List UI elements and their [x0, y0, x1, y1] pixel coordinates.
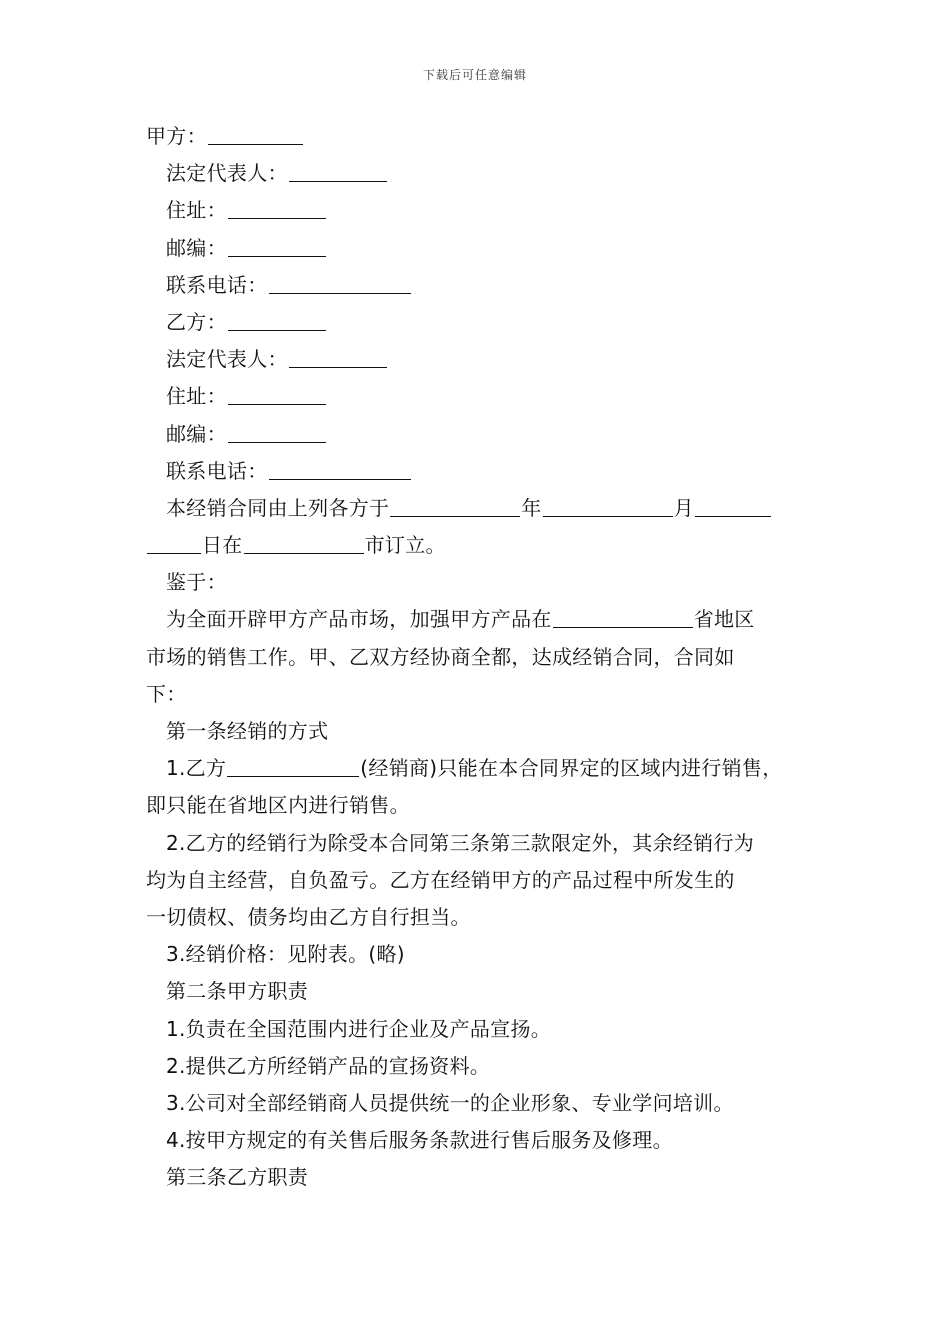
page-header: 下载后可任意编辑	[422, 68, 527, 82]
party-a-rep-line	[146, 155, 810, 192]
contract-body	[146, 118, 810, 1196]
article-2-item-2: 2.提供乙方所经销产品的宣扬资料。	[166, 1053, 491, 1078]
party-b-address-line	[146, 378, 810, 415]
party-b-blank[interactable]	[228, 310, 326, 331]
party-b-rep-blank[interactable]	[289, 347, 387, 368]
whereas-paragraph-line-1	[146, 601, 810, 638]
party-a-phone-label: 联系电话：	[166, 272, 268, 297]
party-b-postcode-blank[interactable]	[228, 422, 326, 443]
signing-line-1	[146, 490, 810, 527]
party-a-rep-label: 法定代表人：	[166, 161, 288, 186]
party-b-postcode-label: 邮编：	[166, 421, 227, 446]
party-a-phone-blank[interactable]	[269, 273, 411, 294]
article-3-title: 第三条乙方职责	[166, 1165, 309, 1190]
party-a-label: 甲方：	[146, 124, 207, 148]
article-2-item-4: 4.按甲方规定的有关售后服务条款进行售后服务及修理。	[166, 1128, 673, 1153]
party-a-address-label: 住址：	[166, 198, 227, 223]
party-b-rep-line	[146, 341, 810, 378]
party-b-label: 乙方：	[166, 309, 227, 334]
article-1-item-1-prefix: 1.乙方	[166, 756, 227, 781]
article-2-item-1: 1.负责在全国范围内进行企业及产品宣扬。	[166, 1016, 552, 1041]
party-b-phone-blank[interactable]	[269, 459, 411, 480]
party-a-rep-blank[interactable]	[289, 161, 387, 182]
whereas-paragraph-line-2: 市场的销售工作。甲、乙双方经协商全都，达成经销合同，合同如	[146, 644, 735, 669]
signing-day-blank-part1[interactable]	[695, 496, 771, 517]
article-1-item-3: 3.经销价格：见附表。(略)	[166, 942, 405, 967]
signing-line-2	[146, 527, 810, 564]
whereas-title: 鉴于：	[166, 570, 227, 595]
party-b-postcode-line	[146, 416, 810, 453]
article-1-item-2-line-1: 2.乙方的经销行为除受本合同第三条第三款限定外，其余经销行为	[166, 830, 755, 855]
party-a-postcode-line	[146, 230, 810, 267]
signing-month-label: 月	[673, 495, 694, 520]
article-2-title: 第二条甲方职责	[166, 979, 309, 1004]
signing-day-blank-part2[interactable]	[147, 533, 201, 554]
party-b-address-blank[interactable]	[228, 384, 326, 405]
party-a-address-blank[interactable]	[228, 198, 326, 219]
party-a-postcode-label: 邮编：	[166, 235, 227, 260]
distributor-name-blank[interactable]	[227, 756, 359, 777]
party-b-address-label: 住址：	[166, 384, 227, 409]
article-2-item-3: 3.公司对全部经销商人员提供统一的企业形象、专业学问培训。	[166, 1090, 734, 1115]
signing-city-blank[interactable]	[244, 533, 364, 554]
signing-day-at-label: 日在	[202, 533, 243, 558]
whereas-p1-suffix: 省地区	[693, 607, 755, 632]
party-b-line	[146, 304, 810, 341]
whereas-province-blank[interactable]	[553, 607, 693, 628]
party-a-phone-line	[146, 267, 810, 304]
article-1-item-1-line-1	[146, 750, 810, 787]
article-1-item-1-line-2: 即只能在省地区内进行销售。	[146, 793, 410, 818]
signing-prefix: 本经销合同由上列各方于	[166, 495, 390, 520]
article-1-item-2-line-3: 一切债权、债务均由乙方自行担当。	[146, 904, 471, 929]
article-1-item-2-line-2: 均为自主经营，自负盈亏。乙方在经销甲方的产品过程中所发生的	[146, 867, 735, 892]
signing-year-blank[interactable]	[390, 496, 520, 517]
party-a-address-line	[146, 192, 810, 229]
signing-city-label: 市订立。	[364, 533, 446, 558]
whereas-paragraph-line-3: 下：	[146, 681, 187, 706]
party-a-postcode-blank[interactable]	[228, 236, 326, 257]
party-a-blank[interactable]	[208, 124, 303, 145]
whereas-p1-prefix: 为全面开辟甲方产品市场，加强甲方产品在	[166, 607, 552, 632]
article-1-title: 第一条经销的方式	[166, 719, 329, 743]
party-a-line	[146, 118, 810, 155]
party-b-phone-label: 联系电话：	[166, 458, 268, 483]
article-1-item-1-suffix: (经销商)只能在本合同界定的区域内进行销售，	[360, 756, 783, 781]
signing-month-blank[interactable]	[543, 496, 673, 517]
signing-year-label: 年	[521, 495, 542, 520]
party-b-rep-label: 法定代表人：	[166, 347, 288, 372]
party-b-phone-line	[146, 453, 810, 490]
